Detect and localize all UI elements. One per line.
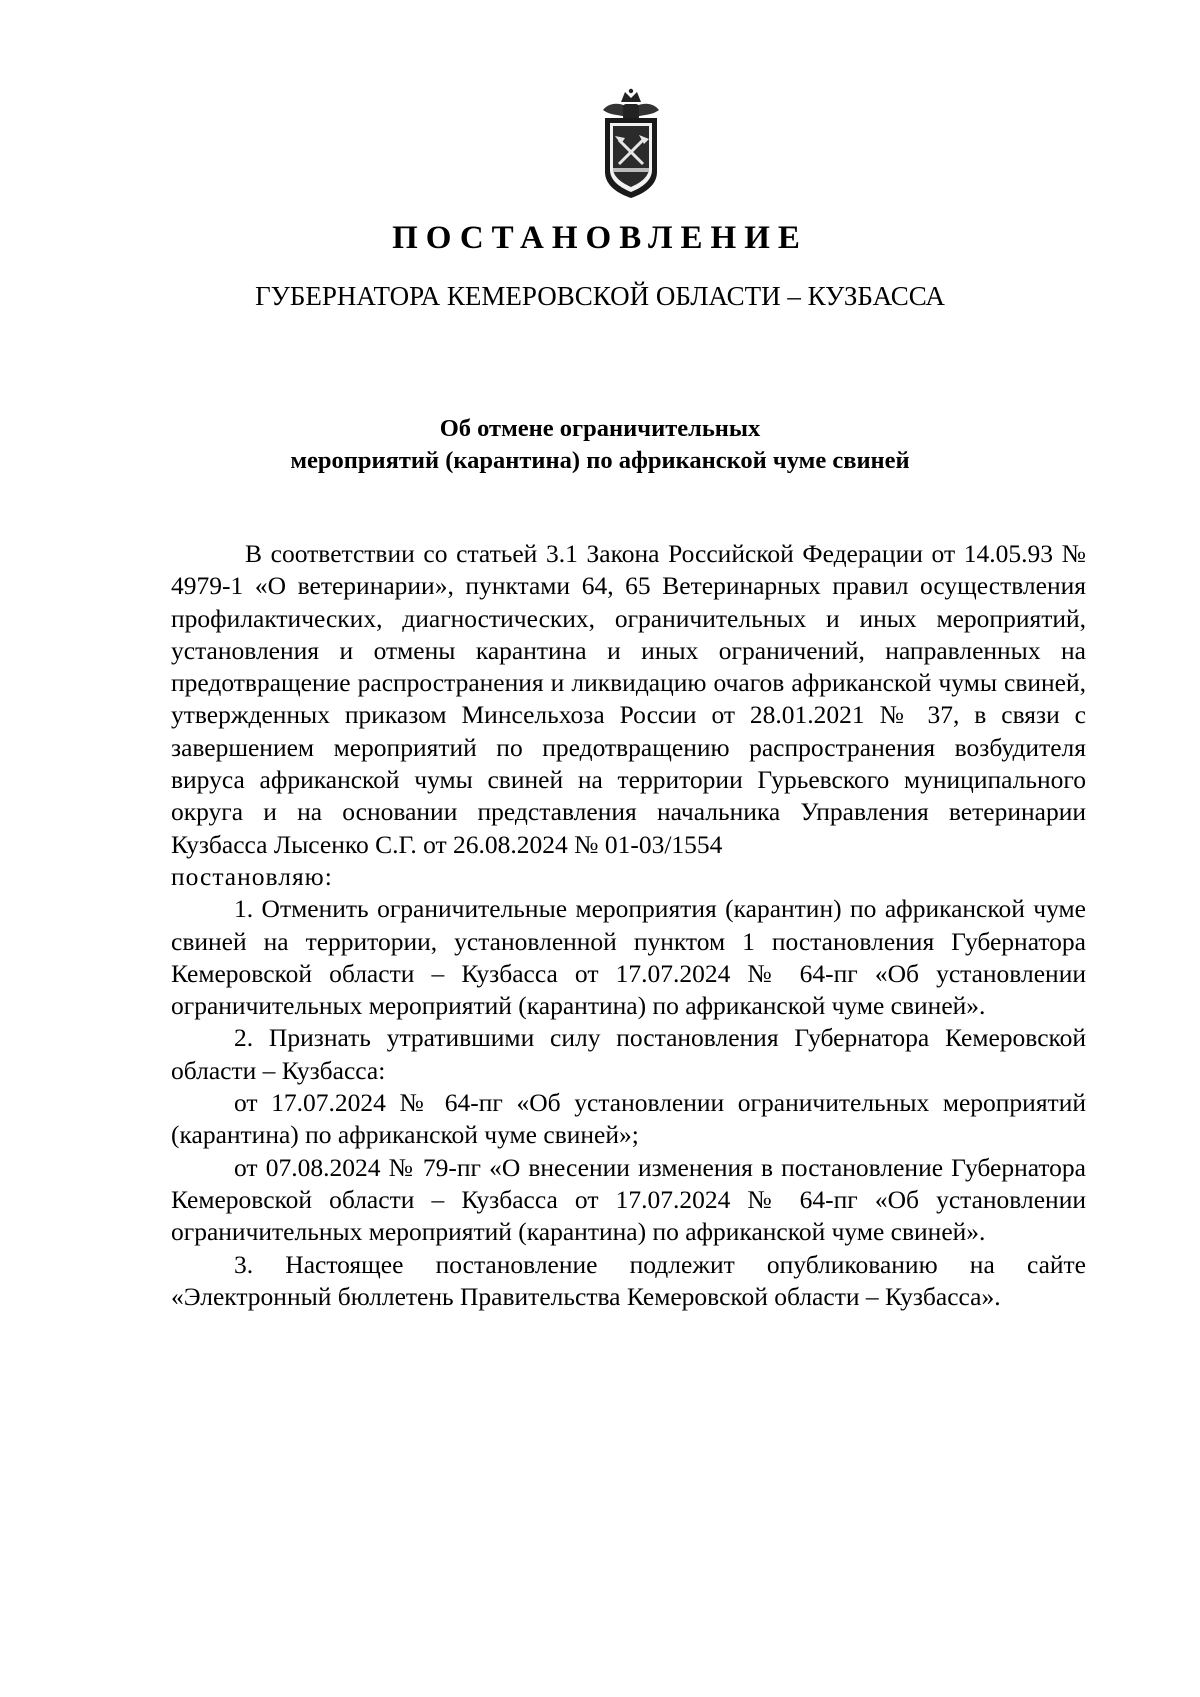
document-subject: [0, 413, 1200, 477]
subject-line-1: Об отмене ограничительных: [439, 415, 761, 442]
item-2-paragraph: 2. Признать утратившими силу постановления Губернатора Кемеровской области – Кузбасса:: [171, 1023, 1086, 1085]
decree-word: постановляю:: [171, 861, 333, 891]
issuing-authority: ГУБЕРНАТОРА КЕМЕРОВСКОЙ ОБЛАСТИ – КУЗБАССА: [255, 281, 945, 311]
item-3-paragraph: 3. Настоящее постановление подлежит опубликованию на сайте «Электронный бюллетень Правительства Кемеровской области – Кузбасса».: [171, 1249, 1086, 1311]
document-body: [171, 538, 1086, 1313]
item-2-subitem-1: от 17.07.2024 № 64-пг «Об установлении ограничительных мероприятий (карантина) по африканской чуме свиней»;: [171, 1088, 1086, 1150]
preamble-paragraph: В соответствии со статьей 3.1 Закона Российской Федерации от 14.05.93 № 4979-1 «О ветеринарии», пунктами 64, 65 Ветеринарных правил осуществления профилактических, диагностических, ограничительных и иных мероприятий, установления и отмены карантина и иных ограничений, направленных на предотвращение распространения и ликвидацию очагов африканской чумы свиней, утвержденных приказом Минсельхоза России от 28.01.2021 № 37, в связи с завершением мероприятий по предотвращению распространения возбудителя вируса африканской чумы свиней на территории Гурьевского муниципального округа и на основании представления начальника Управления ветеринарии Кузбасса Лысенко С.Г. от 26.08.2024 № 01-03/1554: [171, 539, 1086, 859]
item-2-subitem-2: от 07.08.2024 № 79-пг «О внесении изменения в постановление Губернатора Кемеровской области – Кузбасса от 17.07.2024 № 64-пг «Об установлении ограничительных мероприятий (карантина) по африканской чуме свиней».: [171, 1152, 1086, 1247]
coat-of-arms-emblem: [599, 88, 663, 200]
document-title: ПОСТАНОВЛЕНИЕ: [392, 220, 808, 256]
item-1-paragraph: 1. Отменить ограничительные мероприятия (карантин) по африканской чуме свиней на территории, установленной пунктом 1 постановления Губернатора Кемеровской области – Кузбасса от 17.07.2024 № 64-пг «Об установлении ограничительных мероприятий (карантина) по африканской чуме свиней».: [171, 894, 1086, 1021]
subject-line-2: мероприятий (карантина) по африканской чуме свиней: [290, 447, 910, 474]
